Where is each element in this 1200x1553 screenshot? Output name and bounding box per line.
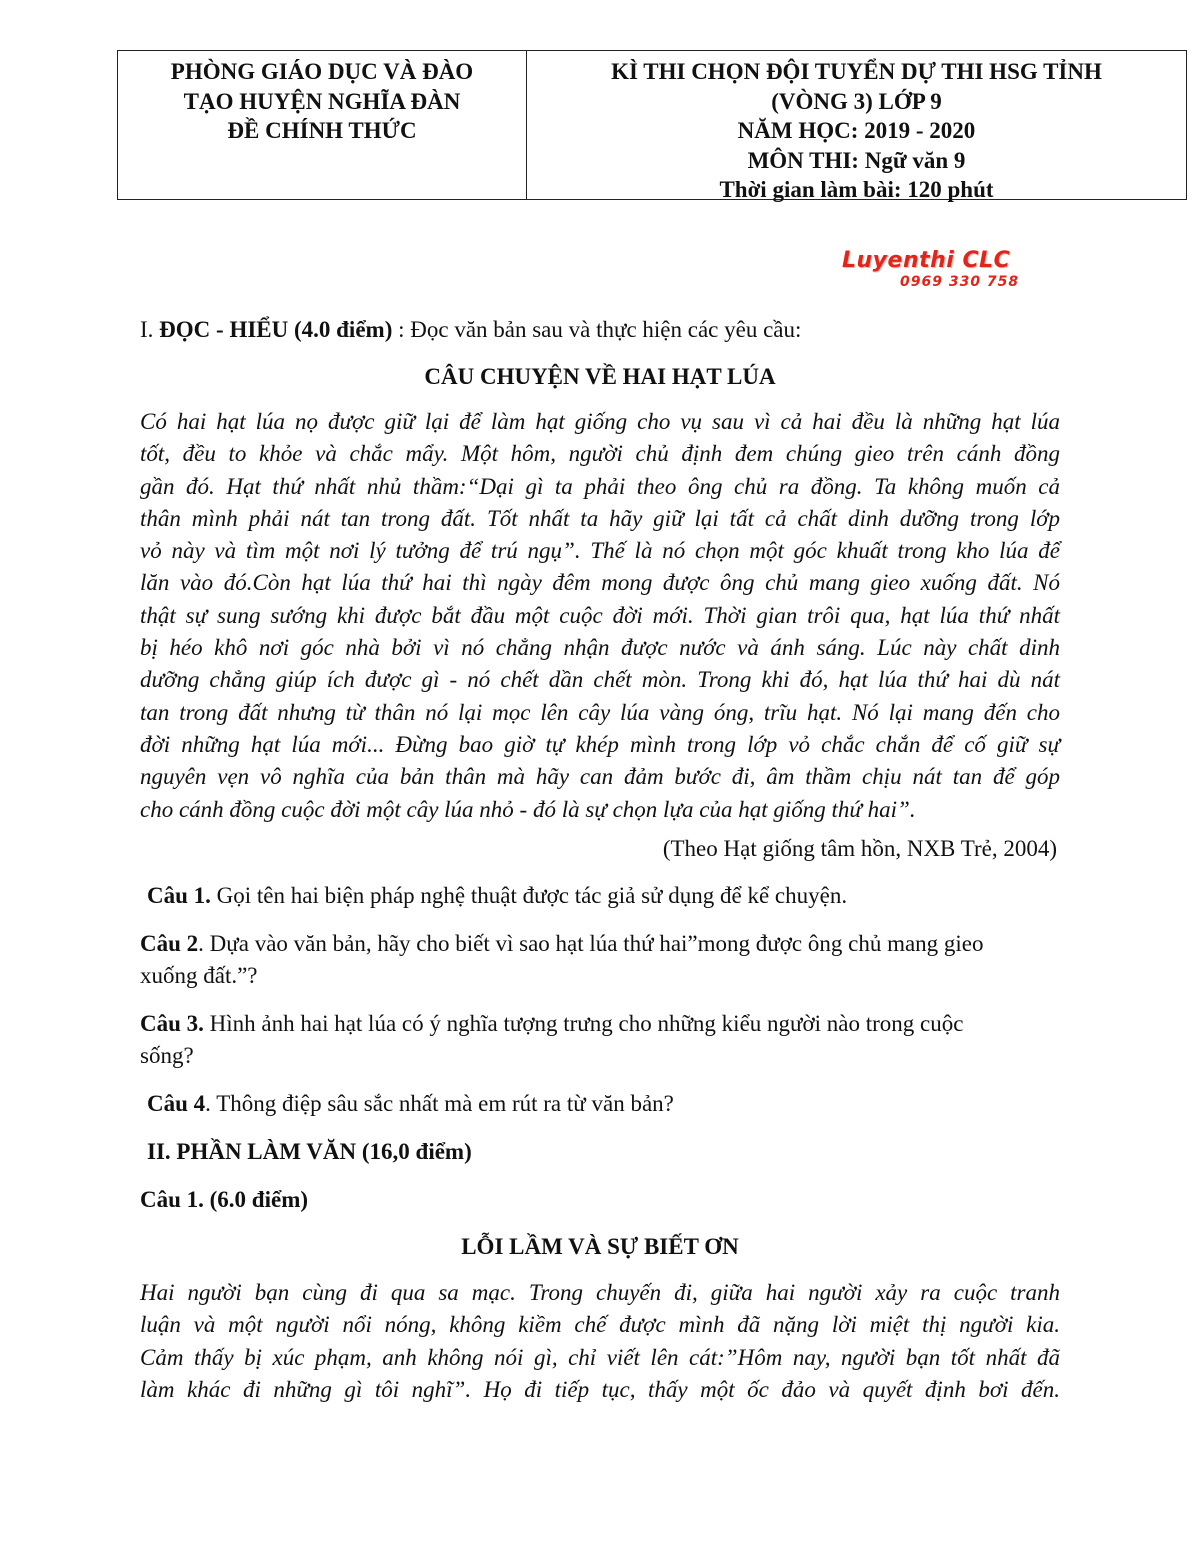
header-right-line: NĂM HỌC: 2019 - 2020: [737, 118, 976, 143]
story-1-title: CÂU CHUYỆN VỀ HAI HẠT LÚA: [424, 364, 776, 389]
question-3: [140, 1008, 963, 1040]
story-2-title: LỖI LẦM VÀ SỰ BIẾT ƠN: [461, 1234, 739, 1259]
story-line: đời những hạt lúa mới... Đừng bao giờ tự khép mình trong lớp vỏ chắc chắn để cố giữ sự: [140, 731, 1060, 757]
story-2-text: [140, 1277, 1060, 1406]
story-line: nguyên vẹn vô nghĩa của bản thân mà hãy can đảm bước đi, âm thầm chịu nát tan để góp: [140, 764, 1060, 790]
story-line: thân mình phải nát tan trong đất. Tốt nhất ta hãy giữ lại tất cả chất dinh dưỡng trong lớp: [140, 505, 1060, 531]
header-right-line: KÌ THI CHỌN ĐỘI TUYỂN DỰ THI HSG TỈNH: [611, 59, 1102, 84]
header-right-line: Thời gian làm bài: 120 phút: [719, 177, 994, 202]
story-line: lăn vào đó.Còn hạt lúa thứ hai thì ngày đêm mong được ông chủ mang gieo xuống đất. Nó: [140, 570, 1060, 596]
section-1-prefix: I.: [140, 317, 160, 342]
story-line: thật sự sung sướng khi được bắt đầu một cuộc đời mới. Thời gian trôi qua, hạt lúa thứ nhất: [140, 602, 1060, 628]
section-2-title: II. PHẦN LÀM VĂN (16,0 điểm): [147, 1139, 472, 1164]
story-line: tan trong đất nhưng từ thân nó lại mọc lên cây lúa vàng óng, trĩu hạt. Nó lại mang đến cho: [140, 699, 1060, 725]
question-4: [147, 1088, 674, 1120]
story-line: gần đó. Hạt thứ nhất nhủ thầm:“Dại gì ta phải theo ông chủ ra đồng. Ta không muốn cả: [140, 473, 1060, 499]
question-label: Câu 2: [140, 931, 199, 956]
question-label: Câu 1.: [147, 883, 211, 908]
story-line: làm khác đi những gì tôi nghĩ”. Họ đi tiếp tục, thấy một ốc đảo và quyết định bơi đến.: [140, 1376, 1060, 1402]
story-1-source: (Theo Hạt giống tâm hồn, NXB Trẻ, 2004): [662, 836, 1057, 861]
story-1-text: [140, 406, 1060, 826]
section-1-bold: ĐỌC - HIỂU (4.0 điểm): [159, 317, 393, 342]
question-1: [147, 880, 847, 912]
question-label: Câu 4: [147, 1091, 206, 1116]
story-line: dưỡng chẳng giúp ích được gì - nó chết dần chết mòn. Trong khi đó, hạt lúa thứ hai dù nát: [140, 667, 1060, 693]
question-text: Hình ảnh hai hạt lúa có ý nghĩa tượng trưng cho những kiểu người nào trong cuộc: [203, 1011, 964, 1036]
luyenthi-logo: [842, 248, 1062, 296]
story-line: Có hai hạt lúa nọ được giữ lại để làm hạt giống cho vụ sau vì cả hai đều là những hạt lúa: [140, 409, 1060, 434]
logo-name: Luyenthi CLC: [842, 248, 1011, 273]
exam-header: [117, 50, 1187, 200]
question-2-cont: xuống đất.”?: [140, 963, 258, 988]
section-1-heading: [140, 314, 801, 346]
section-2-question-1: [140, 1184, 308, 1216]
question-label: Câu 3.: [140, 1011, 204, 1036]
header-left-line: TẠO HUYỆN NGHĨA ĐÀN: [183, 88, 461, 114]
logo-phone: 0969 330 758: [900, 274, 1020, 290]
header-department: [118, 51, 527, 199]
story-line: luận và một người nổi nóng, không kiềm chế được mình đã nặng lời miệt thị người kia.: [140, 1312, 1060, 1338]
section-2-question-label: Câu 1. (6.0 điểm): [140, 1187, 309, 1212]
section-2-heading: [147, 1136, 472, 1168]
section-1-instruction: : Đọc văn bản sau và thực hiện các yêu cầu:: [392, 317, 802, 342]
header-left-line: PHÒNG GIÁO DỤC VÀ ĐÀO: [170, 59, 474, 84]
header-right-line: (VÒNG 3) LỚP 9: [771, 88, 942, 114]
header-right-line: MÔN THI: Ngữ văn 9: [747, 147, 966, 173]
story-line: bị héo khô nơi góc nhà bởi vì nó chẳng nhận được nước và ánh sáng. Lúc này chất dinh: [140, 635, 1060, 661]
question-3-cont: sống?: [140, 1043, 194, 1068]
question-text: Gọi tên hai biện pháp nghệ thuật được tác giả sử dụng để kể chuyện.: [210, 883, 848, 908]
story-line: cho cánh đồng cuộc đời một cây lúa nhỏ - đó là sự chọn lựa của hạt giống thứ hai”.: [140, 796, 916, 822]
question-text: . Thông điệp sâu sắc nhất mà em rút ra từ văn bản?: [205, 1091, 674, 1116]
question-2: [140, 928, 984, 960]
story-line: vỏ này và tìm một nơi lý tưởng để trú ngụ”. Thế là nó chọn một góc khuất trong kho lúa để: [140, 538, 1060, 564]
story-line: Hai người bạn cùng đi qua sa mạc. Trong chuyến đi, giữa hai người xảy ra cuộc tranh: [140, 1280, 1060, 1305]
story-line: Cảm thấy bị xúc phạm, anh không nói gì, chỉ viết lên cát:”Hôm nay, người bạn tốt nhất đã: [140, 1344, 1060, 1370]
header-left-line: ĐỀ CHÍNH THỨC: [227, 118, 417, 143]
story-line: tốt, đều to khỏe và chắc mẩy. Một hôm, người chủ định đem chúng gieo trên cánh đồng: [140, 441, 1060, 467]
header-exam-info: [527, 51, 1186, 202]
question-text: . Dựa vào văn bản, hãy cho biết vì sao hạt lúa thứ hai”mong được ông chủ mang gieo: [198, 931, 984, 956]
